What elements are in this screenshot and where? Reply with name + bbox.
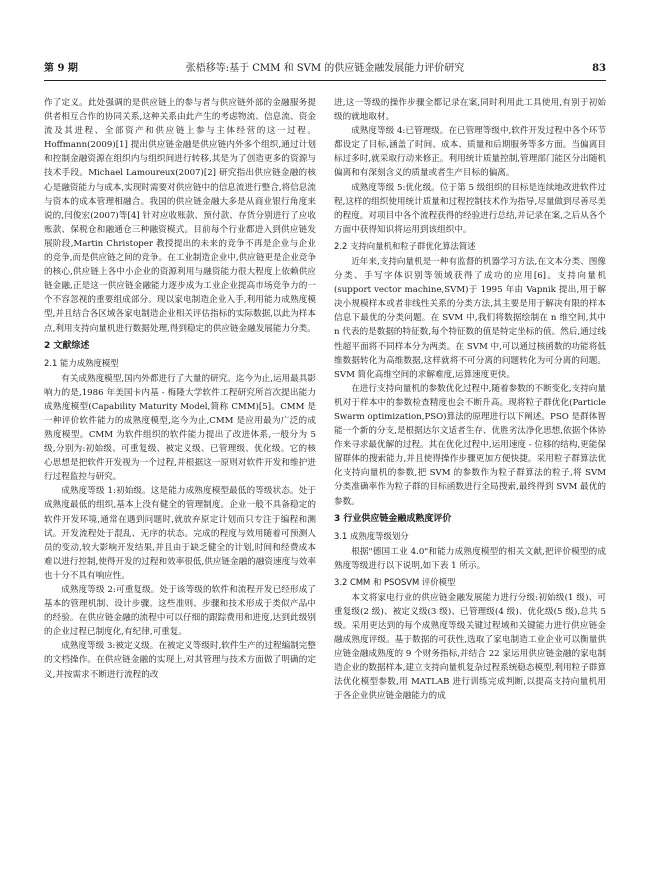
subsection-heading: 3.2 CMM 和 PSOSVM 评价模型 [334, 576, 456, 587]
paragraph: 在进行支持向量机的参数优化过程中,随着参数的不断变化,支持向量机对于样本中的参数检查精度也会不断升高。现将粒子群优化(Particle Swarm optimization,PSO)算法的原理进行以下阐述。PSO 是群体智能一个新的分支,是根据达尔文适者生存、优胜劣汰净化思想,依据个体协作来寻求最优解的过程。其在优化过程中,运用速度 - 位移的结构,更能保留群体的搜索能力,并且使得操作步骤更加方便快捷。采用粒子群算法优化支持向量机的参数,把 SVM 的参数作为粒子群算法的粒子,将 SVM 分类准确率作为粒子群的目标函数进行全局搜索,最终得到 SVM 最优的参数。 [334, 383, 606, 507]
paragraph: 根据"德国工业 4.0"和能力成熟度模型的相关文献,把评价模型的成熟度等级进行以下说明,如下表 1 所示。 [334, 546, 606, 571]
running-title: 张梧移等:基于 CMM 和 SVM 的供应链金融发展能力评价研究 [185, 63, 465, 74]
right-column [334, 96, 606, 856]
paragraph: 有关成熟度模型,国内外都进行了大量的研究。迄今为止,运用最具影响力的是,1986 年美国卡内基 - 梅隆大学软件工程研究所首次提出能力成熟度模型(Capability Maturity Model,简称 CMM)[5]。CMM 是一种评价软件能力的成熟度模型,迄今为止,CMM 是应用最为广泛的成熟度模型。CMM 为软件组织的软件能力提出了改进体系,一般分为 5 级,分别为:初始级、可重复级、被定义级、已管理级、优化级。它的核心思想是把软件开发视为一个过程,并根据这一原则对软件开发和维护进行过程监控与研究。 [44, 373, 316, 483]
left-column [44, 96, 316, 856]
paragraph: 近年来,支持向量机是一种有监督的机器学习方法,在文本分类、图像分类、手写字体识别等领域获得了成功的应用[6]。支持向量机(support vector machine,SVM)于 1995 年由 Vapnik 提出,用于解决小规模样本或者非线性关系的分类方法,其主要是用于解决有限的样本信息下最优的分类问题。在 SVM 中,我们将数据绘制在 n 维空间,其中 n 代表的是数据的特征数,每个特征数的值是特定坐标的值。然后,通过线性超平面将不同样本分为两类。在 SVM 中,可以通过核函数的功能将低维数据转化为高维数据,这样就将不可分离的问题转化为可分离的问题。SVM 简化高维空间的求解难度,运算速度更快。 [334, 256, 606, 380]
paragraph: 成熟度等级 5:优化级。位于第 5 级组织的目标是连续地改进软件过程,这样的组织使用统计质量和过程控制技术作为指导,尽量做到尽善尽美的程度。对项目中各个流程获得的经验进行总结,并记录在案,之后从各个方面中获得知识将运用到该组织中。 [334, 182, 606, 235]
paragraph: 进,这一等级的操作步骤全都记录在案,同时利用此工具使用,有别于初始级的就地取材。 [334, 98, 606, 123]
paragraph: 成熟度等级 4:已管理级。在已管理等级中,软件开发过程中各个环节都设定了目标,涵盖了时间、成本、质量和后期服务等多方面。当偏离目标过多时,就采取行动来修正。利用统计质量控制,管理部门能区分出随机偏离和有深刻含义的质量或者生产目标的偏离。 [334, 126, 606, 179]
page-number: 83 [592, 63, 606, 74]
section-heading: 3 行业供应链金融成熟度评价 [334, 513, 452, 524]
subsection-heading: 2.1 能力成熟度模型 [44, 357, 119, 368]
paragraph: 成熟度等级 2:可重复级。处于该等级的软件和流程开发已经形成了基本的管理机制、设计步骤。这些准则、步骤和技术形成于类似产品中的经验。在供应链金融的流程中可以仔细的跟踪费用和进度,达到此级别的企业过程已制度化,有纪律,可重复。 [44, 585, 316, 638]
issue-number: 第 9 期 [44, 63, 78, 74]
paragraph: 作了定义。此处强调的是供应链上的参与者与供应链外部的金融服务提供者相互合作的协同关系,这种关系由此产生的考虑物流、信息流、资金流及其进程、全部资产和供应链上参与主体经营的这一过程。Hoffmann(2009)[1] 提出供应链金融是供应链内外多个组织,通过计划和控制金融资源在组织内与组织间进行转移,其是为了创造更多的资源与技术手段。Michael Lamoureux(2007)[2] 研究指出供应链金融的核心是融资能力与成本,实现时需要对供应链中的信息流进行整合,将信息流与资本的成本管理相融合。我国的供应链金融大多是从商业银行角度来说的,闫俊宏(2007)等[4] 针对应收账款、预付款、存货分别进行了应收账款、保税仓和融通仓三种融资模式。目前每个行业都进入到供应链发展阶段,Martin Christoper 教授提出的未来的竞争不再是企业与企业的竞争,而是供应链之间的竞争。在工业制造企业中,供应链更是企业竞争的核心,供应链上各中小企业的资源利用与融资能力很大程度上依赖供应链金融,正是这一供应链金融能力逐步成为工业企业提高市场竞争力的一个不容忽视的重要组成部分。现以家电制造企业入手,利用能力成熟度模型,并且结合各区域各家电制造企业相关评估指标的实际数据,以此为样本点,利用支持向量机进行数据处理,得到稳定的供应链金融发展能力分类。 [44, 98, 316, 334]
body-columns [44, 96, 606, 856]
subsection-heading: 3.1 成熟度等级划分 [334, 530, 409, 541]
paragraph: 成熟度等级 1:初始级。这是能力成熟度模型最低的等级状态。处于成熟度最低的组织,基本上没有健全的管理制度。企业一般不具备稳定的软件开发环境,通常在遇到问题时,就放弃原定计划而只专注于编程和测试。开发流程处于混乱、无序的状态。完成的程度与效用随着可预测人员的变动,较大影响开发结果,并且由于缺乏健全的计划,时间和经费成本难以进行控制,使得开发的过程和效率很低,供应链金融的融资速度与效率也十分不具有响应性。 [44, 486, 316, 581]
section-heading: 2 文献综述 [44, 340, 90, 351]
paragraph: 成熟度等级 3:被定义级。在被定义等级时,软件生产的过程编制完整的文档操作。在供应链金融的实现上,对其管理与技术方面做了明确的定义,并按需求不断进行流程的改 [44, 641, 316, 680]
subsection-heading: 2.2 支持向量机和粒子群优化算法简述 [334, 240, 476, 251]
running-header [44, 60, 606, 81]
paragraph: 本文将家电行业的供应链金融发展能力进行分级:初始级(1 级)、可重复级(2 级)、被定义级(3 级)、已管理级(4 级)、优化级(5 级),总共 5 级。采用更达到的每个成熟度等级关键过程域和关键能力进行供应链金融成熟度评级。基于数据的可获性,选取了家电制造工业企业可以衡量供应链金融成熟度的 9 个财务指标,并结合 22 家运用供应链金融的家电制造企业的数据样本,建立支持向量机复杂过程系统稳态模型,利用粒子群算法优化模型参数,用 MATLAB 进行训练完成判断,以提高支持向量机用于各企业供应链金融能力的成 [334, 592, 606, 702]
